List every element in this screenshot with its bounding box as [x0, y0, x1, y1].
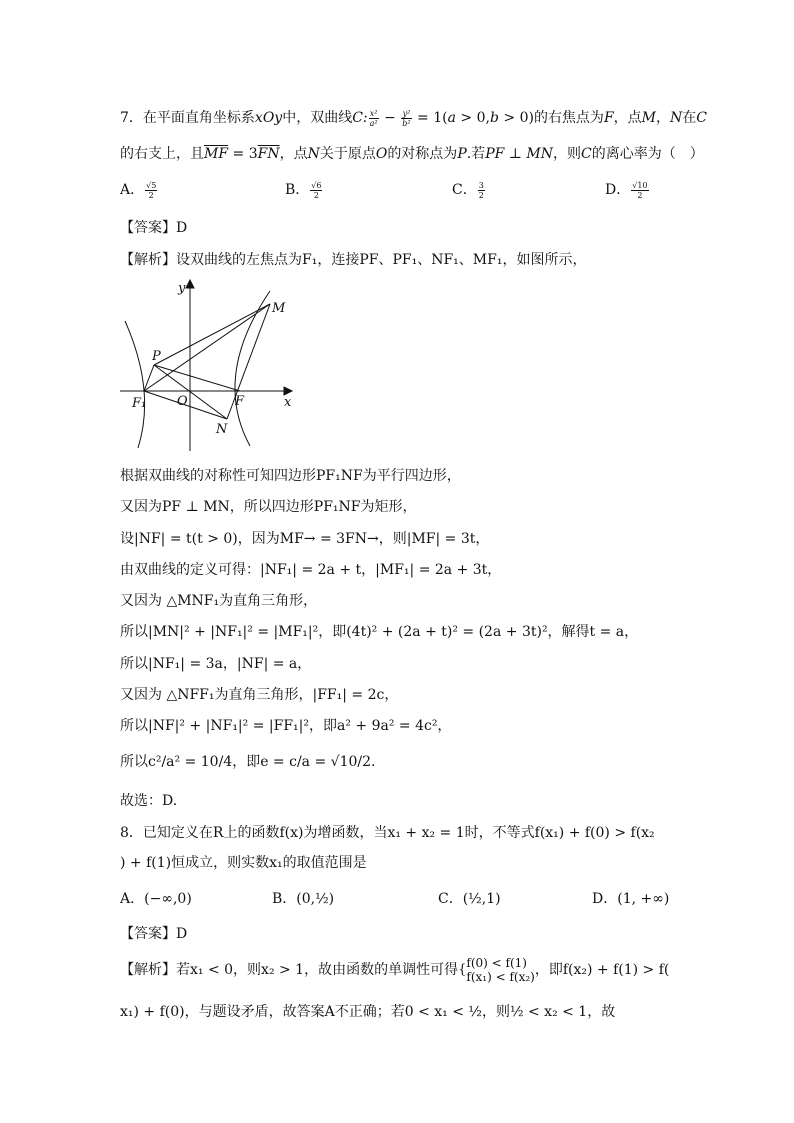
q7-step-5: 又因为 △MNF₁为直角三角形， — [120, 593, 318, 609]
hyperbola-left-branch — [125, 321, 145, 448]
q7-stem-line1: 7．在平面直角坐标系xOy中，双曲线C: $\frac{\text{x²}}{\text{a²}}$ − $\frac{\text{y²}}{\text{b²}}$ = 1(a > 0,b > 0)的右焦点为F，点M，N在C — [120, 108, 707, 128]
q7-option-b[interactable]: B． $\frac{√6}{2}$ — [285, 180, 322, 200]
q8-option-b[interactable]: B．(0,½) — [272, 891, 335, 907]
q8-option-d[interactable]: D．(1, +∞) — [592, 891, 670, 907]
q7-conclusion: 故选：D. — [120, 793, 178, 809]
q7-option-d[interactable]: D． $\frac{√10}{2}$ — [605, 180, 648, 200]
q7-option-c[interactable]: C． $\frac{3}{2}$ — [452, 180, 484, 200]
hyperbola-right-branch — [235, 291, 270, 446]
segment-PM — [154, 304, 270, 365]
label-O: O — [177, 394, 188, 409]
segment-F1M — [144, 304, 270, 391]
q7-option-a[interactable]: A． $\frac{√5}{2}$ — [120, 180, 157, 200]
x-axis-arrow — [284, 387, 292, 395]
q7-step-4: 由双曲线的定义可得：|NF₁| = 2a + t，|MF₁| = 2a + 3t， — [120, 562, 502, 578]
segment-NM — [227, 304, 270, 419]
q8-analysis-line2: x₁) + f(0)，与题设矛盾，故答案A不正确；若0 < x₁ < ½，则½ < x₂ < 1，故 — [120, 1004, 616, 1020]
q8-option-a[interactable]: A．(−∞,0) — [120, 891, 192, 907]
q7-stem-line2: 的右支上，且$\overline{MF} = 3\overline{FN}$，点N关于原点O的对称点为P.若PF ⊥ MN，则C的离心率为（ ） — [120, 146, 704, 162]
q7-answer: 【答案】D — [120, 220, 188, 236]
q8-stem-line2: ) + f(1)恒成立，则实数x₁的取值范围是 — [120, 855, 367, 871]
q7-step-3: 设|NF| = t(t > 0)，因为MF→ = 3FN→，则|MF| = 3t， — [120, 531, 490, 547]
coord-system-xOy: xOy — [254, 110, 283, 126]
q8-answer: 【答案】D — [120, 926, 188, 942]
label-M: M — [272, 301, 286, 316]
label-F: F — [235, 394, 245, 409]
label-y: y — [178, 281, 186, 296]
segment-PF — [154, 365, 240, 391]
label-x: x — [284, 395, 292, 410]
q7-analysis-intro: 【解析】设双曲线的左焦点为F₁，连接PF、PF₁、NF₁、MF₁，如图所示， — [120, 252, 587, 268]
hyperbola-figure — [120, 276, 300, 456]
q7-step-6: 所以|MN|² + |NF₁|² = |MF₁|²，即(4t)² + (2a + t)² = (2a + 3t)²，解得t = a， — [120, 624, 639, 640]
label-N: N — [216, 422, 228, 437]
q8-analysis-line1: 【解析】若x₁ < 0，则x₂ > 1，故由函数的单调性可得{ f(0) < f(1) f(x₁) < f(x₂) ，即f(x₂) + f(1) > f( — [120, 956, 670, 984]
q7-step-9: 所以|NF|² + |NF₁|² = |FF₁|²，即a² + 9a² = 4c²， — [120, 718, 452, 734]
inequality-system: { f(0) < f(1) f(x₁) < f(x₂) — [458, 956, 535, 984]
q7-step-1: 根据双曲线的对称性可知四边形PF₁NF为平行四边形， — [120, 468, 461, 484]
q7-step-8: 又因为 △NFF₁为直角三角形，|FF₁| = 2c， — [120, 687, 399, 703]
q8-option-c[interactable]: C．(½,1) — [438, 891, 501, 907]
label-P: P — [152, 349, 161, 364]
y-axis-arrow — [186, 280, 194, 288]
q8-stem-line1: 8．已知定义在R上的函数f(x)为增函数，当x₁ + x₂ = 1时，不等式f(x₁) + f(0) > f(x₂ — [120, 825, 655, 841]
q7-step-10: 所以c²/a² = 10/4，即e = c/a = √10/2. — [120, 754, 376, 770]
q7-step-7: 所以|NF₁| = 3a，|NF| = a， — [120, 656, 312, 672]
label-F1: F₁ — [132, 396, 147, 411]
q7-step-2: 又因为PF ⊥ MN，所以四边形PF₁NF为矩形， — [120, 499, 417, 515]
